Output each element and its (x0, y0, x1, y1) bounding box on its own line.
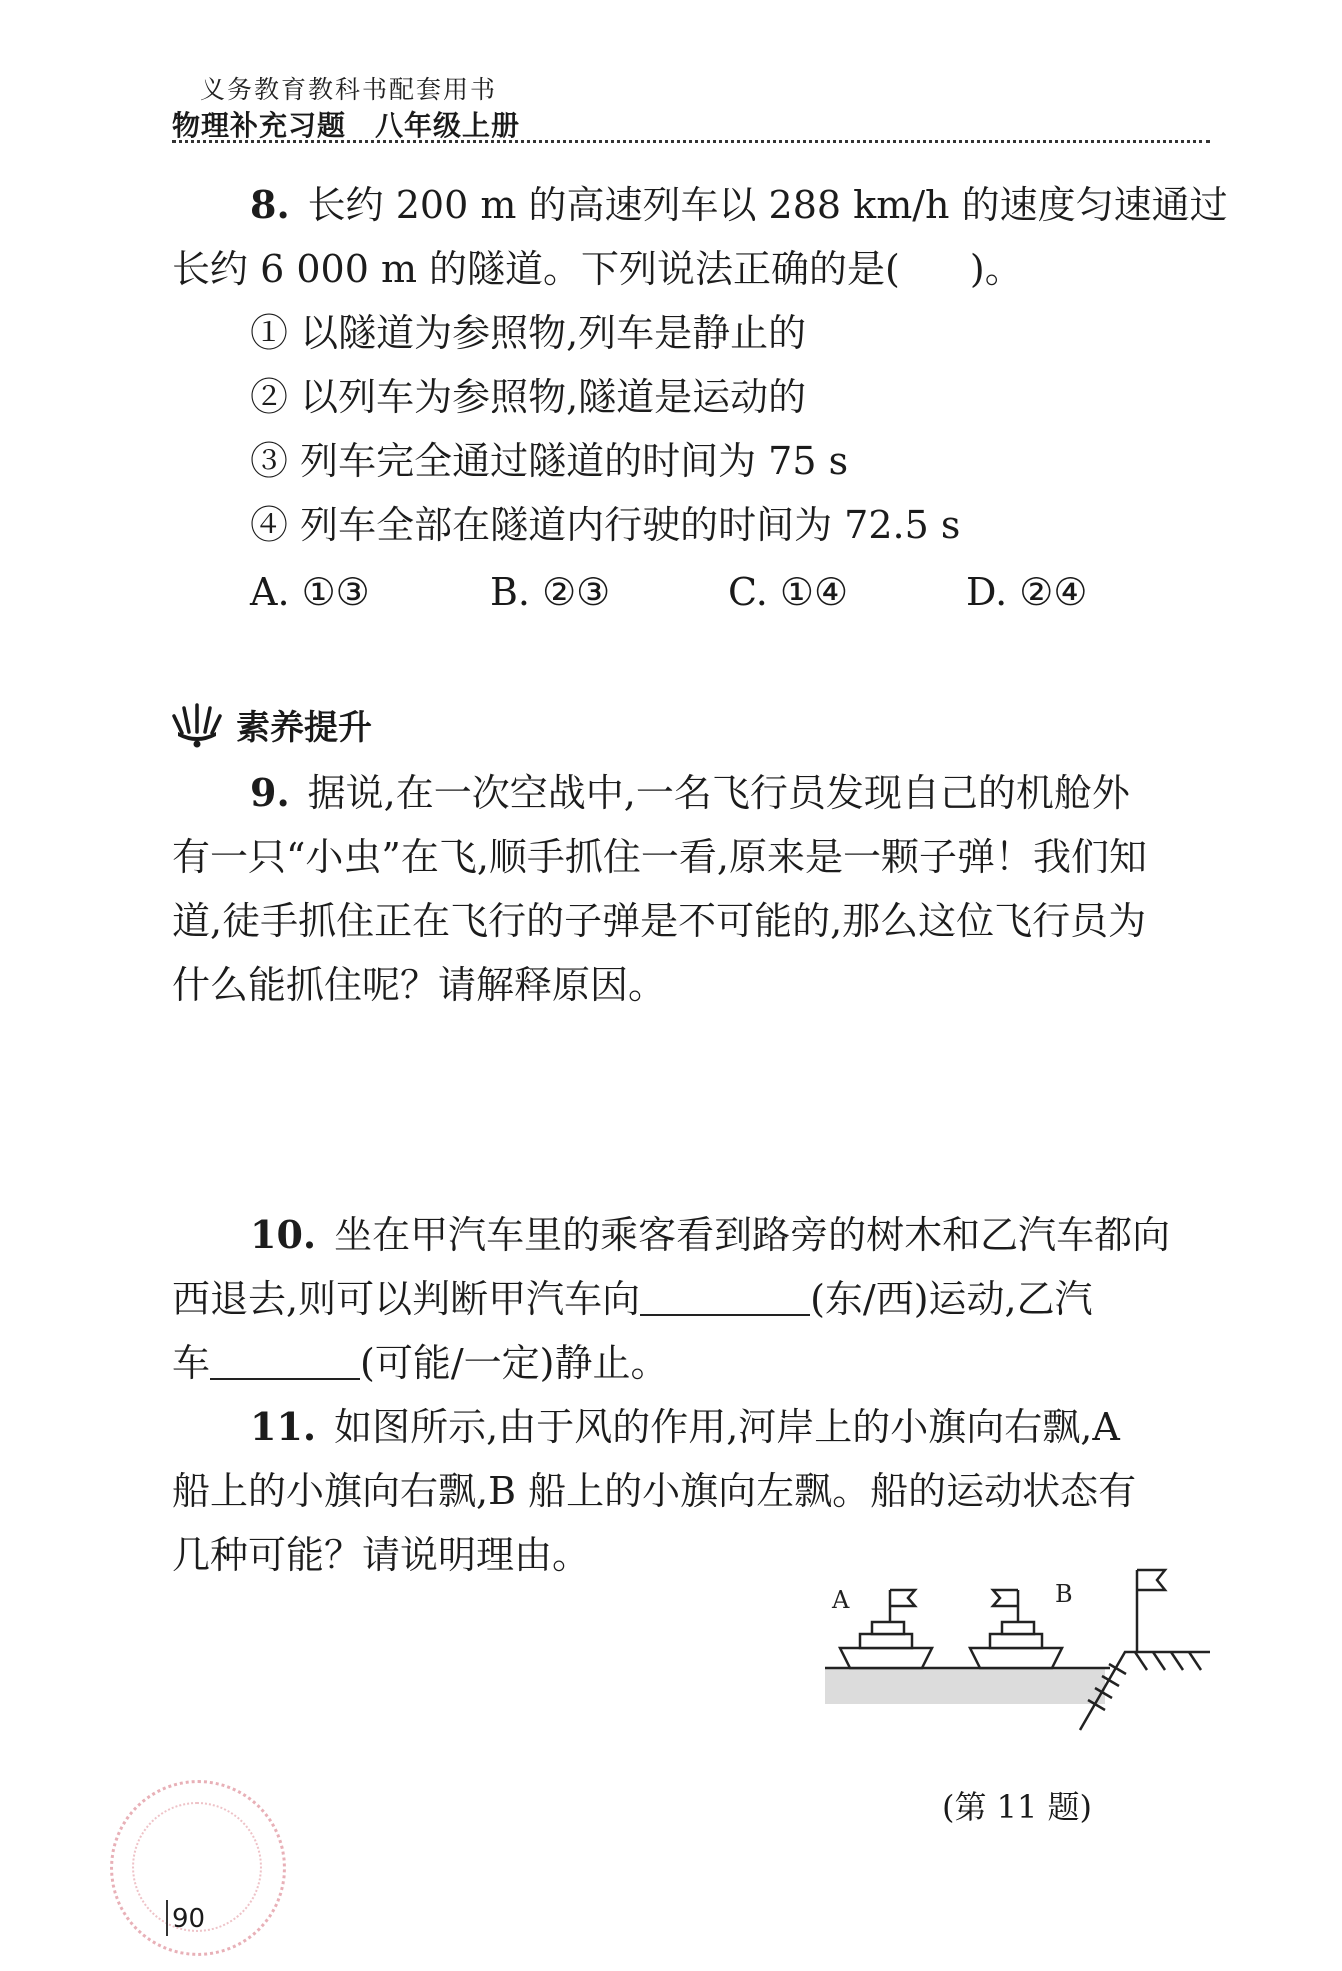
q11-figure (810, 1560, 1220, 1740)
river-bank (1080, 1652, 1210, 1730)
q8-text-1: 长约 200 m 的高速列车以 288 km/h 的速度匀速通过 (307, 183, 1228, 227)
q9-line: 有一只“小虫”在飞,顺手抓住一看,原来是一颗子弹！我们知 (172, 835, 1148, 879)
q10-text-2b: (东/西)运动,乙汽 (810, 1277, 1093, 1321)
shore-flag (1137, 1570, 1165, 1652)
q8-option-c: C. ①④ (728, 570, 849, 614)
page-number: 90 (172, 1904, 206, 1934)
boat-b (970, 1590, 1062, 1668)
q11-number: 11. (250, 1404, 317, 1449)
q10-text-1: 坐在甲汽车里的乘客看到路旁的树木和乙汽车都向 (334, 1213, 1171, 1257)
section-title: 素养提升 (236, 708, 372, 748)
q8-statement: ④ 列车全部在隧道内行驶的时间为 72.5 s (250, 503, 961, 547)
q9-line: 道,徒手抓住正在飞行的子弹是不可能的,那么这位飞行员为 (172, 899, 1147, 943)
q10-line-2 (172, 1274, 1093, 1324)
q11-text: 如图所示,由于风的作用,河岸上的小旗向右飘,A (334, 1405, 1120, 1449)
crown-icon (172, 702, 222, 748)
q10-text-3a: 车 (172, 1341, 211, 1385)
q8-text-2b: )。 (969, 247, 1023, 291)
river-water (825, 1668, 1105, 1704)
q8-option-b: B. ②③ (490, 570, 611, 614)
q8-statement: ① 以隧道为参照物,列车是静止的 (250, 311, 807, 355)
section-heading (172, 700, 372, 749)
figure-caption: (第 11 题) (942, 1788, 1093, 1826)
q8-line-2 (172, 244, 1023, 294)
q8-option-d: D. ②④ (966, 570, 1088, 614)
q10-blank-direction[interactable] (640, 1282, 810, 1316)
label-a: A (832, 1586, 850, 1614)
q10-line-1 (250, 1210, 1170, 1260)
q8-text-2a: 长约 6 000 m 的隧道。下列说法正确的是( (172, 247, 900, 291)
q10-line-3 (172, 1338, 668, 1388)
q10-number: 10. (250, 1212, 317, 1257)
series-title: 义务教育教科书配套用书 (200, 75, 498, 104)
q10-text-3b: (可能/一定)静止。 (360, 1341, 669, 1385)
q8-statement: ③ 列车完全通过隧道的时间为 75 s (250, 439, 849, 483)
q9-number: 9. (250, 770, 290, 815)
label-b: B (1055, 1580, 1073, 1608)
q8-option-a: A. ①③ (250, 570, 370, 614)
q11-line-1 (250, 1402, 1120, 1452)
q8-statement: ② 以列车为参照物,隧道是运动的 (250, 375, 807, 419)
q9-line-1 (250, 768, 1130, 818)
q10-blank-state[interactable] (210, 1346, 360, 1380)
header-divider (172, 140, 1210, 143)
boat-a (840, 1590, 932, 1668)
q8-number: 8. (250, 182, 290, 227)
q9-line: 什么能抓住呢？请解释原因。 (172, 963, 667, 1007)
q8-line-1 (250, 180, 1228, 230)
q11-line: 几种可能？请说明理由。 (172, 1533, 591, 1577)
page-number-bar (166, 1900, 168, 1936)
book-title: 物理补充习题 八年级上册 (172, 109, 521, 142)
q9-text: 据说,在一次空战中,一名飞行员发现自己的机舱外 (307, 771, 1130, 815)
q10-text-2a: 西退去,则可以判断甲汽车向 (172, 1277, 641, 1321)
q11-line: 船上的小旗向右飘,B 船上的小旗向左飘。船的运动状态有 (172, 1469, 1137, 1513)
